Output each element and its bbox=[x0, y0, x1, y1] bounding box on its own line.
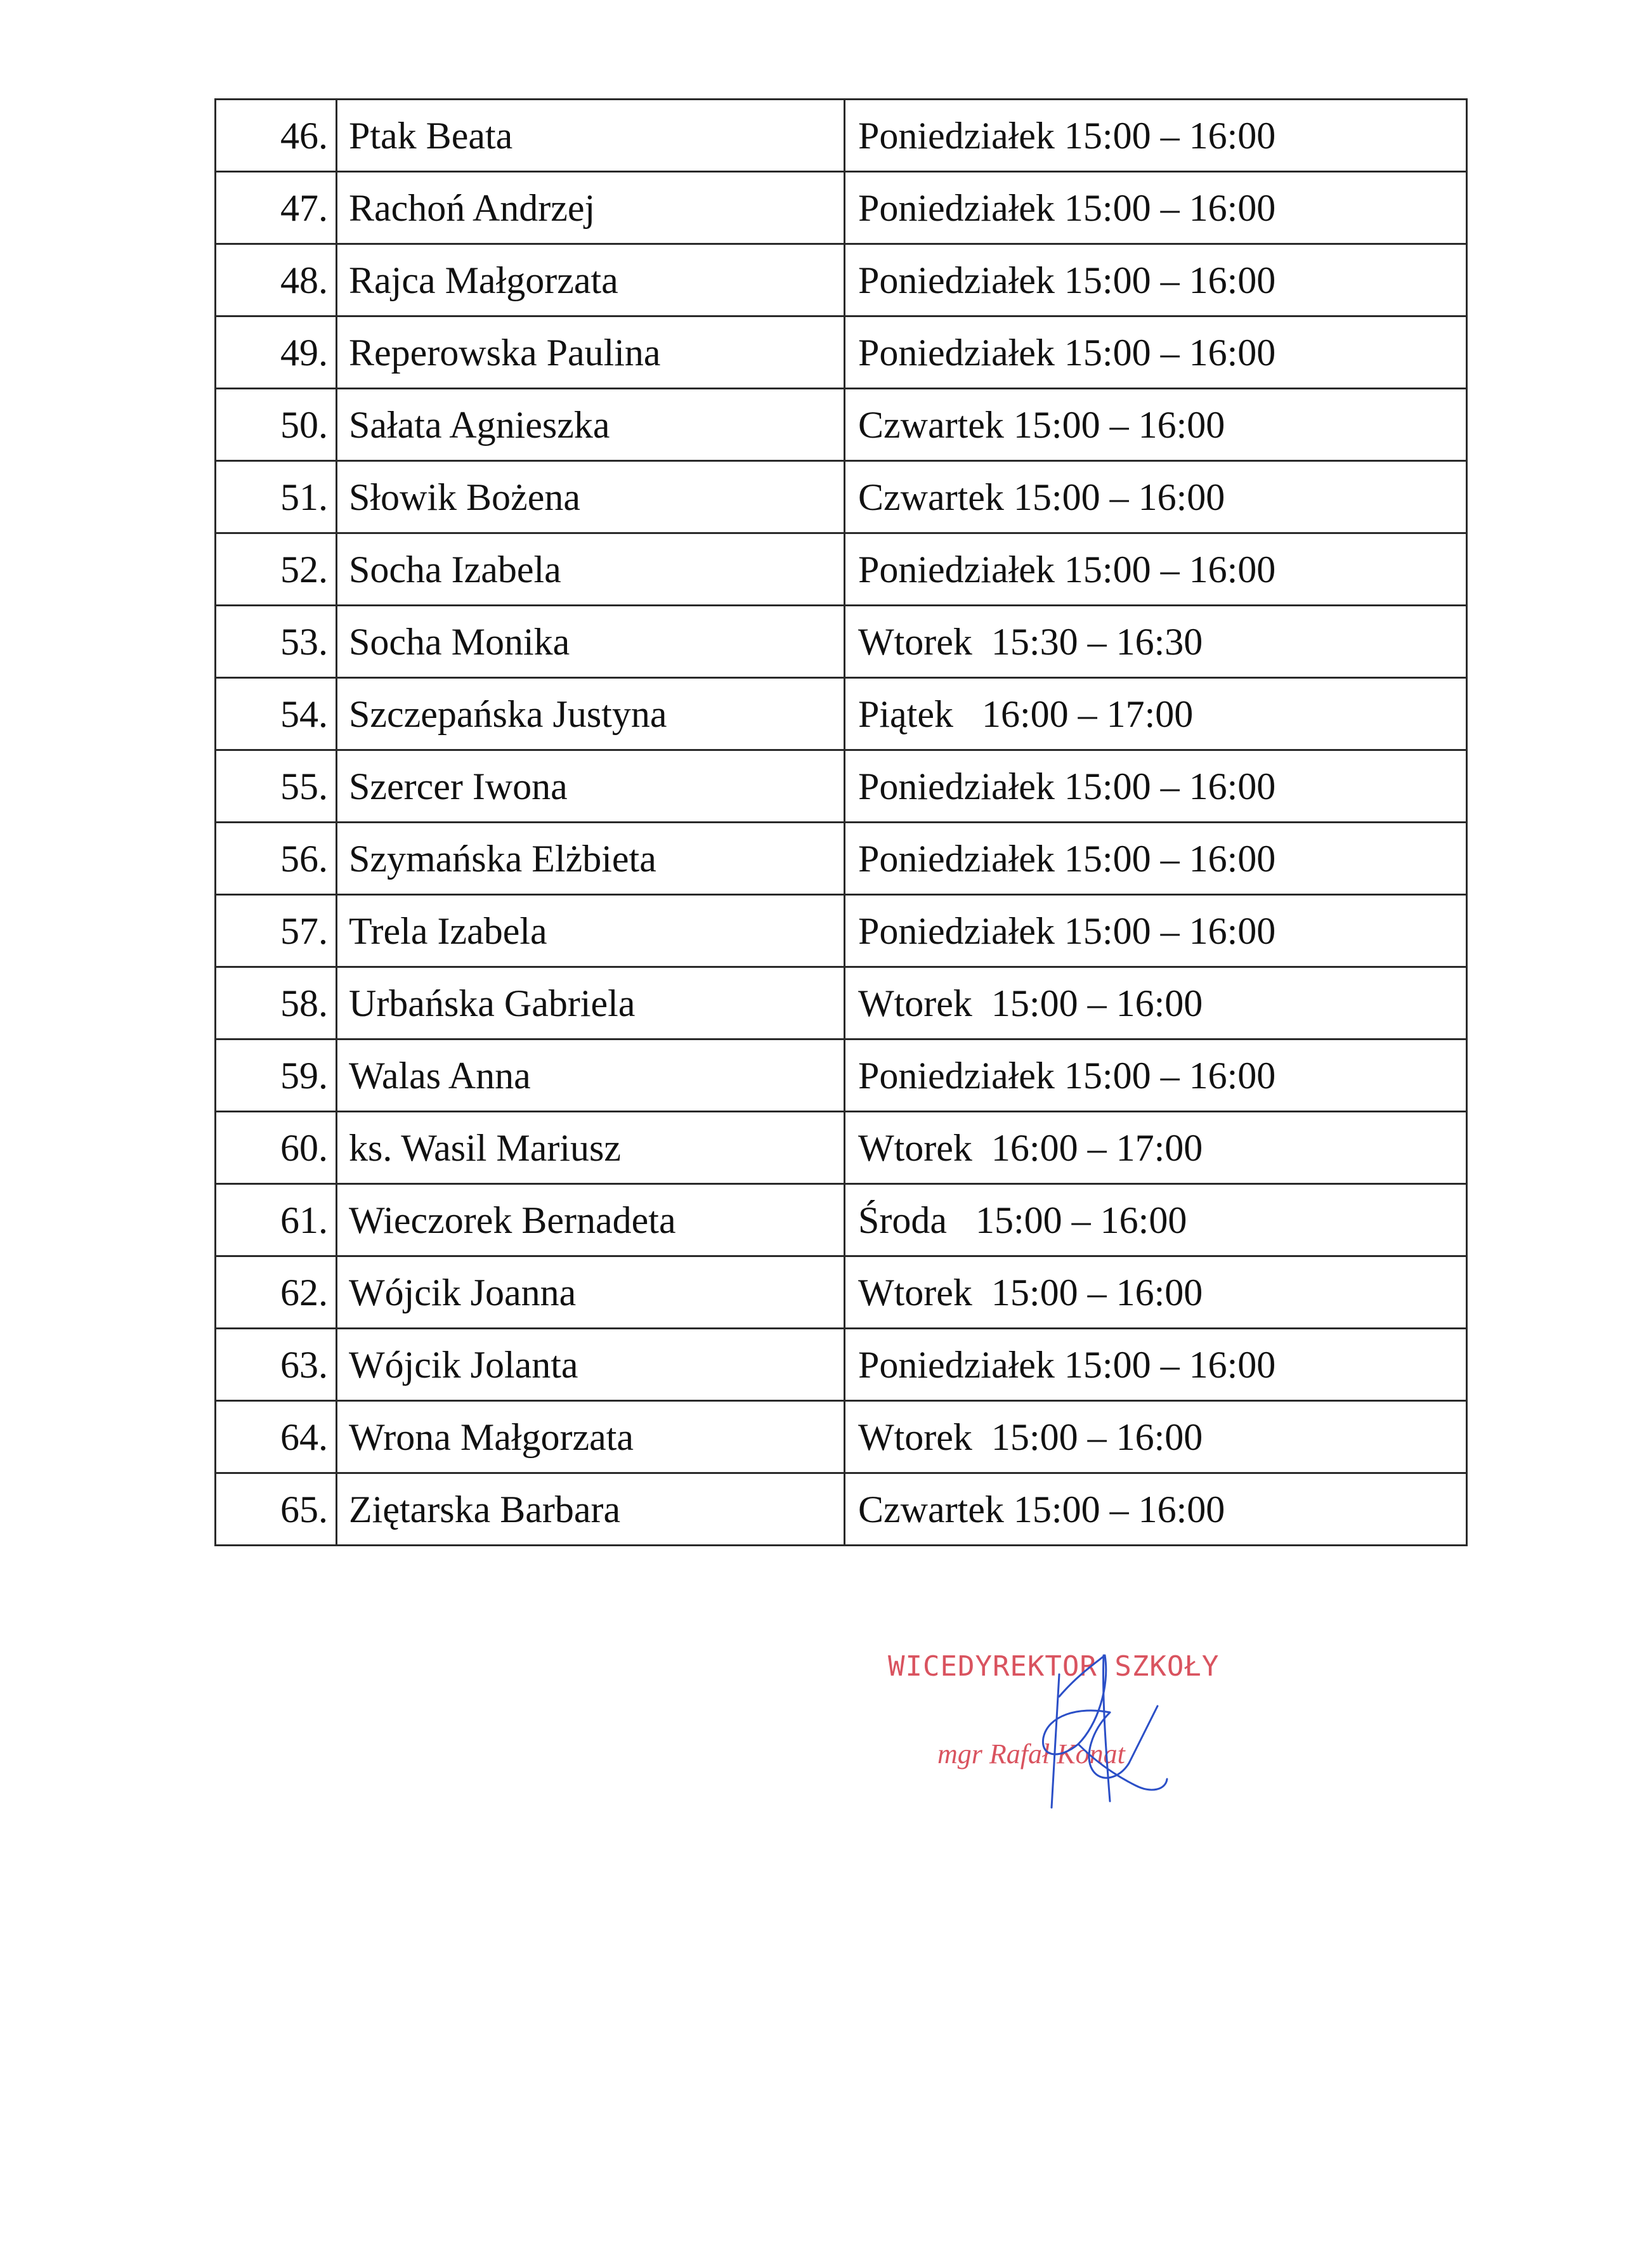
table-row bbox=[216, 389, 1467, 461]
consultation-time: Poniedziałek 15:00 – 16:00 bbox=[845, 172, 1467, 244]
table-row bbox=[216, 1112, 1467, 1184]
table-row bbox=[216, 606, 1467, 678]
table-row bbox=[216, 823, 1467, 895]
vice-director-stamp bbox=[869, 1636, 1288, 1827]
teacher-name: Socha Monika bbox=[337, 606, 845, 678]
row-number: 65. bbox=[216, 1473, 337, 1546]
consultation-schedule-table bbox=[214, 98, 1468, 1546]
table-row bbox=[216, 461, 1467, 533]
consultation-time: Wtorek 15:00 – 16:00 bbox=[845, 1401, 1467, 1473]
consultation-time: Wtorek 15:30 – 16:30 bbox=[845, 606, 1467, 678]
teacher-name: Socha Izabela bbox=[337, 533, 845, 606]
consultation-time: Wtorek 15:00 – 16:00 bbox=[845, 967, 1467, 1040]
consultation-time: Czwartek 15:00 – 16:00 bbox=[845, 461, 1467, 533]
consultation-time: Środa 15:00 – 16:00 bbox=[845, 1184, 1467, 1256]
teacher-name: Wójcik Jolanta bbox=[337, 1329, 845, 1401]
table-row bbox=[216, 316, 1467, 389]
table-row bbox=[216, 1184, 1467, 1256]
teacher-name: Szercer Iwona bbox=[337, 750, 845, 823]
teacher-name: Rajca Małgorzata bbox=[337, 244, 845, 316]
teacher-name: Wójcik Joanna bbox=[337, 1256, 845, 1329]
table-row bbox=[216, 100, 1467, 172]
table-row bbox=[216, 678, 1467, 750]
table-row bbox=[216, 244, 1467, 316]
consultation-time: Poniedziałek 15:00 – 16:00 bbox=[845, 316, 1467, 389]
teacher-name: Wrona Małgorzata bbox=[337, 1401, 845, 1473]
teacher-name: Reperowska Paulina bbox=[337, 316, 845, 389]
row-number: 55. bbox=[216, 750, 337, 823]
row-number: 51. bbox=[216, 461, 337, 533]
row-number: 49. bbox=[216, 316, 337, 389]
consultation-time: Poniedziałek 15:00 – 16:00 bbox=[845, 1040, 1467, 1112]
consultation-time: Poniedziałek 15:00 – 16:00 bbox=[845, 823, 1467, 895]
row-number: 46. bbox=[216, 100, 337, 172]
row-number: 64. bbox=[216, 1401, 337, 1473]
consultation-time: Czwartek 15:00 – 16:00 bbox=[845, 389, 1467, 461]
teacher-name: Szczepańska Justyna bbox=[337, 678, 845, 750]
teacher-name: Trela Izabela bbox=[337, 895, 845, 967]
stamp-title: WICEDYREKTOR SZKOŁY bbox=[888, 1650, 1220, 1683]
row-number: 53. bbox=[216, 606, 337, 678]
consultation-time: Poniedziałek 15:00 – 16:00 bbox=[845, 244, 1467, 316]
consultation-time: Poniedziałek 15:00 – 16:00 bbox=[845, 895, 1467, 967]
row-number: 57. bbox=[216, 895, 337, 967]
consultation-time: Poniedziałek 15:00 – 16:00 bbox=[845, 100, 1467, 172]
table-row bbox=[216, 1401, 1467, 1473]
table-body bbox=[216, 100, 1467, 1546]
row-number: 63. bbox=[216, 1329, 337, 1401]
consultation-time: Poniedziałek 15:00 – 16:00 bbox=[845, 1329, 1467, 1401]
table-row bbox=[216, 1256, 1467, 1329]
table-row bbox=[216, 1329, 1467, 1401]
table-row bbox=[216, 750, 1467, 823]
row-number: 50. bbox=[216, 389, 337, 461]
row-number: 58. bbox=[216, 967, 337, 1040]
teacher-name: Słowik Bożena bbox=[337, 461, 845, 533]
consultation-time: Wtorek 16:00 – 17:00 bbox=[845, 1112, 1467, 1184]
handwritten-signature bbox=[869, 1636, 1288, 1827]
teacher-name: Urbańska Gabriela bbox=[337, 967, 845, 1040]
stamp-name: mgr Rafał Konat bbox=[937, 1738, 1125, 1769]
teacher-name: ks. Wasil Mariusz bbox=[337, 1112, 845, 1184]
table-row bbox=[216, 1473, 1467, 1546]
row-number: 52. bbox=[216, 533, 337, 606]
row-number: 47. bbox=[216, 172, 337, 244]
teacher-name: Szymańska Elżbieta bbox=[337, 823, 845, 895]
teacher-name: Wieczorek Bernadeta bbox=[337, 1184, 845, 1256]
consultation-time: Poniedziałek 15:00 – 16:00 bbox=[845, 533, 1467, 606]
row-number: 56. bbox=[216, 823, 337, 895]
row-number: 62. bbox=[216, 1256, 337, 1329]
consultation-time: Poniedziałek 15:00 – 16:00 bbox=[845, 750, 1467, 823]
table-row bbox=[216, 533, 1467, 606]
row-number: 59. bbox=[216, 1040, 337, 1112]
table-row bbox=[216, 172, 1467, 244]
table-row bbox=[216, 1040, 1467, 1112]
row-number: 60. bbox=[216, 1112, 337, 1184]
row-number: 61. bbox=[216, 1184, 337, 1256]
teacher-name: Walas Anna bbox=[337, 1040, 845, 1112]
row-number: 54. bbox=[216, 678, 337, 750]
teacher-name: Ptak Beata bbox=[337, 100, 845, 172]
consultation-time: Czwartek 15:00 – 16:00 bbox=[845, 1473, 1467, 1546]
teacher-name: Sałata Agnieszka bbox=[337, 389, 845, 461]
consultation-time: Wtorek 15:00 – 16:00 bbox=[845, 1256, 1467, 1329]
row-number: 48. bbox=[216, 244, 337, 316]
teacher-name: Rachoń Andrzej bbox=[337, 172, 845, 244]
table-row bbox=[216, 967, 1467, 1040]
table-row bbox=[216, 895, 1467, 967]
teacher-name: Ziętarska Barbara bbox=[337, 1473, 845, 1546]
consultation-time: Piątek 16:00 – 17:00 bbox=[845, 678, 1467, 750]
